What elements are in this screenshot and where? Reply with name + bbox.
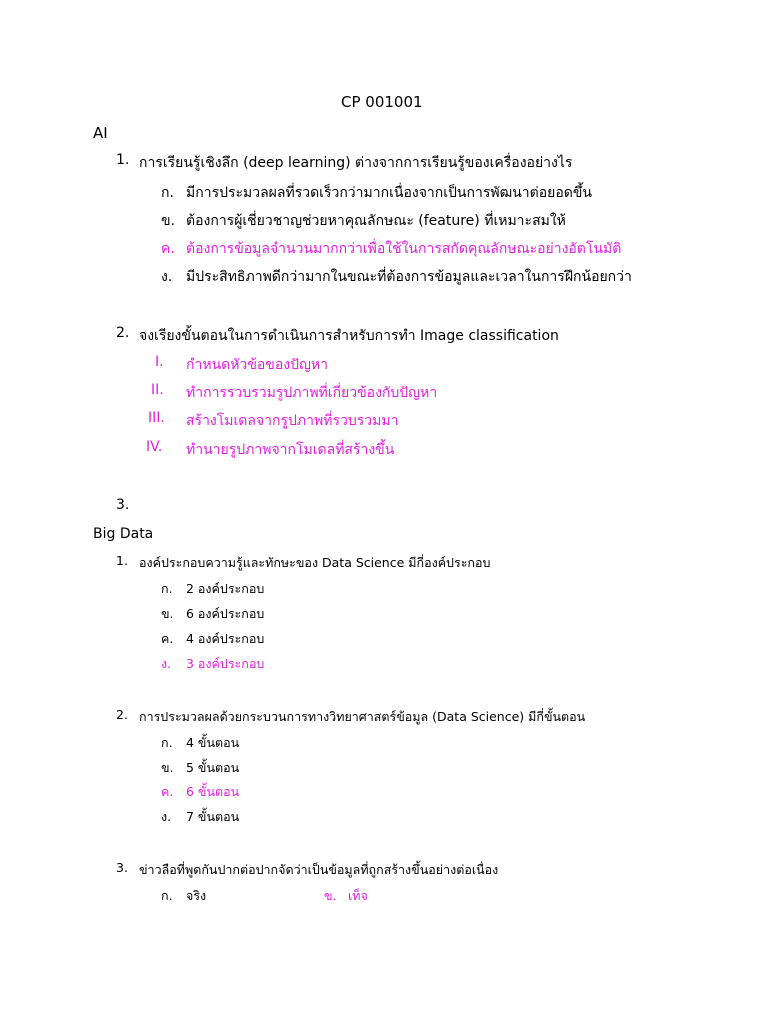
option-text: 5 ขั้นตอน [186,760,240,775]
question-text: จงเรียงขั้นตอนในการดำเนินการสำหรับการทำ Image classification [139,328,559,344]
question-number: 1. [116,152,130,168]
step-roman-numeral: III. [148,410,165,426]
option-text: ต้องการผู้เชี่ยวชาญช่วยหาคุณลักษณะ (feature) ที่เหมาะสมให้ [186,213,566,229]
step-text: ทำนายรูปภาพจากโมเดลที่สร้างขึ้น [186,442,395,458]
question-number: 3. [116,497,130,513]
answer-option-text: ต้องการข้อมูลจำนวนมากกว่าเพื่อใช้ในการสกัดคุณลักษณะอย่างอัตโนมัติ [186,241,622,257]
option-letter: ข. [161,213,176,229]
answer-option-text: 3 องค์ประกอบ [186,656,265,671]
option-letter: ก. [161,735,173,750]
answer-option-letter: ค. [161,241,175,257]
question-text: การเรียนรู้เชิงลึก (deep learning) ต่างจากการเรียนรู้ของเครื่องอย่างไร [139,155,573,171]
answer-option-text: เท็จ [348,888,368,903]
answer-option-letter: ค. [161,784,174,799]
option-text: มีประสิทธิภาพดีกว่ามากในขณะที่ต้องการข้อมูลและเวลาในการฝึกน้อยกว่า [186,269,632,285]
step-roman-numeral: II. [151,382,164,398]
option-letter: ก. [161,888,173,903]
question-number: 3. [116,860,128,875]
step-text: ทำการรวบรวมรูปภาพที่เกี่ยวข้องกับปัญหา [186,385,438,401]
option-text: จริง [186,888,207,903]
question-number: 1. [116,553,128,568]
option-letter: ง. [161,809,172,824]
question-text: การประมวลผลด้วยกระบวนการทางวิทยาศาสตร์ข้อมูล (Data Science) มีกี่ขั้นตอน [139,709,586,724]
option-text: 7 ขั้นตอน [186,809,240,824]
option-text: 6 องค์ประกอบ [186,606,265,621]
question-number: 2. [116,707,128,722]
option-letter: ก. [161,581,173,596]
section-heading-big-data: Big Data [93,526,154,542]
question-text: องค์ประกอบความรู้และทักษะของ Data Science มีกี่องค์ประกอบ [139,555,491,570]
option-text: 4 องค์ประกอบ [186,631,265,646]
answer-option-text: 6 ขั้นตอน [186,784,240,799]
question-text: ข่าวลือที่พูดกันปากต่อปากจัดว่าเป็นข้อมูลที่ถูกสร้างขึ้นอย่างต่อเนื่อง [139,862,499,877]
option-letter: ข. [161,760,174,775]
step-roman-numeral: I. [155,354,164,370]
section-heading-ai: AI [93,124,108,142]
question-number: 2. [116,325,130,341]
option-letter: ก. [161,185,174,201]
step-text: สร้างโมเดลจากรูปภาพที่รวบรวมมา [186,413,399,429]
step-text: กำหนดหัวข้อของปัญหา [186,357,329,373]
option-letter: ง. [161,269,173,285]
page-title: CP 001001 [341,93,423,111]
answer-option-letter: ง. [161,656,172,671]
answer-option-letter: ข. [324,888,337,903]
option-text: 2 องค์ประกอบ [186,581,265,596]
option-text: 4 ขั้นตอน [186,735,240,750]
option-letter: ข. [161,606,174,621]
step-roman-numeral: IV. [146,439,163,455]
option-letter: ค. [161,631,174,646]
option-text: มีการประมวลผลที่รวดเร็วกว่ามากเนื่องจากเป็นการพัฒนาต่อยอดขึ้น [186,185,592,201]
